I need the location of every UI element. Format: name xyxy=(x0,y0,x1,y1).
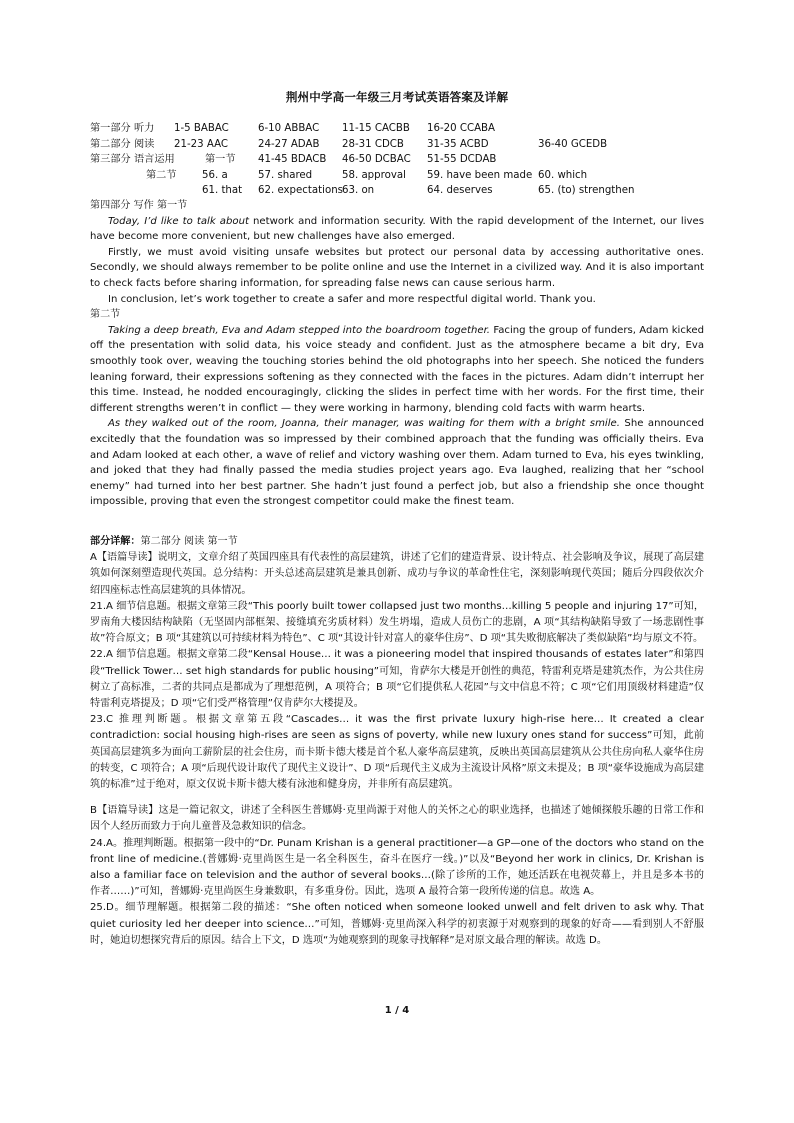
essay-text: network and information security. With the rapid development of the Internet, our lives have become more convenient, but new challenges have also emerged. xyxy=(90,215,704,243)
answer-cell: 16-20 CCABA xyxy=(427,123,495,134)
answer-cell: 31-35 ACBD xyxy=(427,138,489,150)
story-lead: As they walked out of the room, Joanna, their manager, was waiting for them with a bright smile. xyxy=(108,418,620,430)
spacer xyxy=(90,793,704,803)
answer-cell: 63. on xyxy=(342,185,375,196)
answer-row-part3b xyxy=(90,168,710,184)
answer-cell: 21-23 AAC xyxy=(174,138,228,150)
answer-cell: 56. a xyxy=(202,169,228,181)
story-lead: Taking a deep breath, Eva and Adam stepped into the boardroom together. xyxy=(108,324,491,336)
answer-cell: 6-10 ABBAC xyxy=(258,123,320,134)
answer-row-part2 xyxy=(90,137,710,153)
story-paragraph xyxy=(90,323,704,417)
essay-paragraph xyxy=(90,214,704,245)
answer-row-part3a xyxy=(90,152,710,168)
answer-cell: 28-31 CDCB xyxy=(342,138,404,150)
answer-cell: 36-40 GCEDB xyxy=(538,138,608,150)
answer-cell: 64. deserves xyxy=(427,185,493,196)
answer-cell: 58. approval xyxy=(342,169,406,181)
explanation-heading-text: 第二部分 阅读 第一节 xyxy=(140,536,238,547)
passage-intro-a: A【语篇导读】说明文，文章介绍了英国四座具有代表性的高层建筑，讲述了它们的建造背景、设计特点、社会影响及争议，展现了高层建筑如何深刻塑造现代英国。总分结构：开头总述高层建筑是兼具创新、成功与争议的革命性住宅，深刻影响现代英国；随后分四段依次介绍四座标志性高层建筑的具体情况。 xyxy=(90,552,704,596)
question-explanation: 24.A。推理判断题。根据第一段中的“Dr. Punam Krishan is a general practitioner—a GP—one of the doctors who stand on the front line of medicine.(普娜姆·克里尚医生是一名全科医生，奋斗在医疗一线。)”以及“Beyond her work in clinics, Dr. Krishan is also a familiar face on television and the author of several books…(除了诊所的工作，她还活跃在电视荧幕上，并且是多本书的作者……)”可知，普娜姆·克里尚医生身兼数职，有多重身份。因此，选项 A 最符合第一段所传递的信息。故选 A。 xyxy=(90,837,704,898)
page-title: 荆州中学高一年级三月考试英语答案及详解 xyxy=(285,90,509,104)
writing-section xyxy=(90,198,704,510)
answer-cell: 61. that xyxy=(202,185,243,196)
answer-key xyxy=(90,121,710,199)
essay-paragraph: Firstly, we must avoid visiting unsafe websites but protect our personal data by accessing authoritative ones. Secondly, we should always remember to be polite online and use the Internet in a civilized way. And it is also important to check facts before sharing information, for spreading false news can cause serious harm. xyxy=(90,246,704,289)
essay-lead: Today, I’d like to talk about xyxy=(108,215,249,227)
answer-cell: 24-27 ADAB xyxy=(258,138,320,150)
answer-cell: 57. shared xyxy=(258,169,313,181)
answer-cell: 65. (to) strengthen xyxy=(538,185,635,196)
answer-cell: 59. have been made xyxy=(427,169,533,181)
section-heading: 第二节 xyxy=(90,309,121,321)
subsection-label: 第一节 xyxy=(205,154,236,165)
explanation-heading-bold: 部分详解： xyxy=(90,536,141,547)
question-explanation: 22.A 细节信息题。根据文章第二段“Kensal House… it was a pioneering model that inspired thousands of estates later”和第四段“Trellick Tower… set high standards for public housing”可知，肯萨尔大楼是开创性的典范，特雷利克塔是建筑杰作，为公共住房树立了高标准，二者的共同点是都成为了理想范例，A 项符合；B 项“它们提供私人花园”与文中信息不符；C 项“它们用顶级材料建造”仅特雷利克塔提及；D 项“它们受严格管理”仅肯萨尔大楼提及。 xyxy=(90,649,704,710)
answer-cell: 51-55 DCDAB xyxy=(427,154,497,165)
essay-paragraph: In conclusion, let’s work together to create a safer and more respectful digital world. Thank you. xyxy=(108,293,596,305)
answer-cell: 62. expectations xyxy=(258,185,343,196)
answer-cell: 11-15 CACBB xyxy=(342,123,410,134)
section-label: 第一部分 听力 xyxy=(90,123,155,134)
answer-cell: 46-50 DCBAC xyxy=(342,154,411,165)
section-label: 第二部分 阅读 xyxy=(90,138,155,150)
answer-row-part3c xyxy=(90,183,710,199)
writing-heading: 第四部分 写作 第一节 xyxy=(90,200,188,211)
answer-cell: 41-45 BDACB xyxy=(258,154,327,165)
question-explanation: 25.D。细节理解题。根据第二段的描述：“She often noticed when someone looked unwell and felt driven to ask why. That quiet curiosity led her deeper into science…”可知，普娜姆·克里尚深入科学的初衷源于对观察到的现象的好奇——看到别人不舒服时，她迫切想探究背后的原因。结合上下文，D 选项“为她观察到的现象寻找解释”是对原文最合理的解读。故选 D。 xyxy=(90,902,704,946)
story-text: Facing the group of funders, Adam kicked off the presentation with solid data, his voice steady and confident. Just as the atmosphere became a bit dry, Eva smoothly took over, weaving the touching stories behind the old photographs into her speech. She noticed the funders leaning forward, their expressions softening as they connected with the faces in the pictures. Adam didn’t interrupt her this time. Instead, he nodded encouragingly, clicking the slides in perfect time with her words. For the first time, their different strengths weren’t in conflict — they were working in harmony, blending cold facts with warm hearts. xyxy=(90,324,704,414)
section-label: 第三部分 语言运用 xyxy=(90,154,175,165)
answer-cell: 60. which xyxy=(538,169,588,181)
page-number: 1 / 4 xyxy=(384,1005,410,1016)
explanation-heading xyxy=(90,534,704,550)
answer-row-part1 xyxy=(90,121,710,137)
explanation-section xyxy=(90,534,704,949)
story-paragraph xyxy=(90,416,704,510)
subsection-label: 第二节 xyxy=(146,169,177,181)
question-explanation: 23.C 推理判断题。根据文章第五段“Cascades… it was the first private luxury high-rise here… It created a clear contradiction: social housing high-rises are seen as signs of poverty, while new luxury ones stand for success”可知，此前英国高层建筑多为面向工薪阶层的社会住房，而卡斯卡德大楼是首个私人豪华高层建筑，反映出英国高层建筑从公共住房向私人豪华住房的转变，C 项符合；A 项“后现代设计取代了现代主义设计”、D 项“后现代主义成为主流设计风格”原文未提及；B 项“豪华设施成为高层建筑的标准”过于绝对，原文仅说卡斯卡德大楼有泳池和健身房，并非所有高层建筑。 xyxy=(90,714,704,791)
story-text: She announced excitedly that the foundation was so impressed by their combined approach that the funding was officially theirs. Eva and Adam looked at each other, a wave of relief and victory washing over them. Adam turned to Eva, his eyes twinkling, and joked that they had finally passed the media studies project years ago. Eva laughed, realizing that her “school enemy” had turned into her best partner. She hadn’t just found a perfect job, but also a friendship she once thought impossible, proving that even the strongest competitor could make the finest team. xyxy=(90,418,704,508)
question-explanation: 21.A 细节信息题。根据文章第三段“This poorly built tower collapsed just two months…killing 5 people and injuring 17”可知，罗南角大楼因结构缺陷（无坚固内部框架、接缝填充劣质材料）发生坍塌，造成人员伤亡的悲剧，A 项“其结构缺陷导致了一场悲剧性事故”符合原文；B 项“其建筑以可持续材料为特色”、C 项“其设计针对富人的豪华住房”、D 项“其失败彻底解决了类似缺陷”均与原文不符。 xyxy=(90,600,704,645)
answer-cell: 1-5 BABAC xyxy=(174,123,229,134)
passage-intro-b: B【语篇导读】这是一篇记叙文，讲述了全科医生普娜姆·克里尚源于对他人的关怀之心的职业选择，也描述了她倾探般乐趣的日常工作和因个人经历而致力于向儿童普及急救知识的信念。 xyxy=(90,805,704,833)
